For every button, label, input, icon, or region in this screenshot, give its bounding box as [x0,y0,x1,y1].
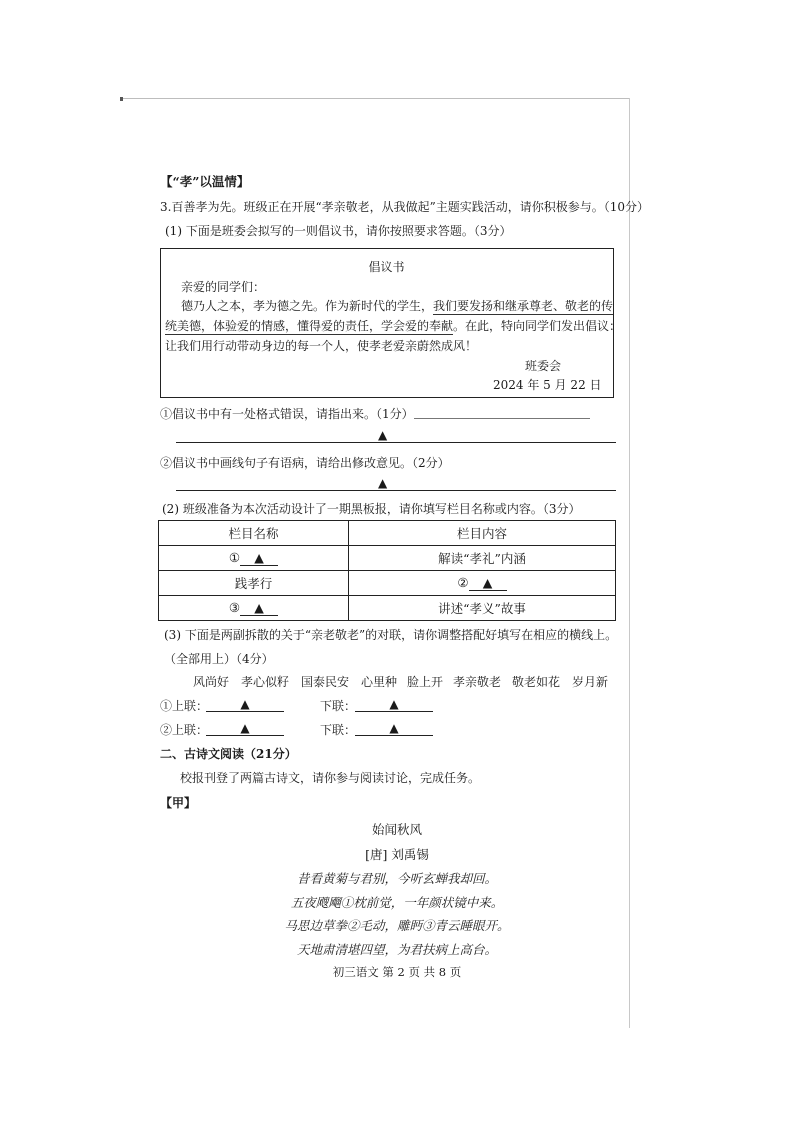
table-cell-content-2[interactable]: ② ▲ [349,571,616,596]
proposal-greeting: 亲爱的同学们： [181,280,266,294]
poem-line-4: 天地肃清堪四望，为君扶病上高台。 [296,942,497,957]
table-header-row [159,521,616,546]
table-cell-name-3[interactable]: ③ ▲ [159,596,349,621]
phrase: 岁月新 [572,675,609,689]
question-3-sub3: (3) 下面是两副拆散的关于“亲老敬老”的对联，请你调整搭配好填写在相应的横线上。 [164,628,618,642]
section-heading: 【“孝”以温情】 [160,174,250,189]
blackboard-table [158,520,616,621]
question-3-stem: 3.百善孝为先。班级正在开展“孝亲敬老，从我做起”主题实践活动，请你积极参与。（10分） [160,200,649,214]
couplet-1-upper-label: ①上联： [160,699,209,713]
proposal-date: 2024 年 5 月 22 日 [493,378,602,392]
table-cell-content-3: 讲述“孝义”故事 [349,596,616,621]
question-3-sub3-note: （全部用上）（4分） [164,652,274,666]
question-3-sub1: (1) 下面是班委会拟写的一则倡议书，请你按照要求答题。（3分） [165,224,512,238]
table-row [159,546,616,571]
poem-title: 始闻秋风 [371,822,422,837]
couplet-2-upper-blank[interactable]: ▲ [206,721,284,736]
couplet-1-lower-blank[interactable]: ▲ [355,697,433,712]
poem-line-1: 昔看黄菊与君别，今听玄蝉我却回。 [296,871,497,886]
table-row [159,596,616,621]
phrase: 风尚好 [193,675,230,689]
proposal-line-3: 让我们用行动带动身边的每一个人，使孝老爱亲蔚然成风！ [165,339,478,353]
proposal-signer: 班委会 [525,359,562,373]
proposal-line-1 [181,297,613,314]
table-header-name: 栏目名称 [159,521,349,546]
part-2-heading: 二、古诗文阅读（21分） [160,747,297,761]
proposal-line-2-plain: 。在此，特向同学们发出倡议： [453,319,622,333]
couplet-2-lower-blank[interactable]: ▲ [355,721,433,736]
proposal-line-1-plain: 德乃人之本，孝为德之先。作为新时代的学生， [181,299,434,313]
table-cell-name-1[interactable]: ① ▲ [159,546,349,571]
scan-edge-mark [120,97,123,101]
proposal-title: 倡议书 [368,260,405,274]
proposal-line-2 [165,317,621,334]
answer-line-2[interactable] [176,490,616,491]
scan-edge-right [629,98,630,1028]
couplet-2-upper-label: ②上联： [160,723,209,737]
fill-blank-1[interactable]: ▲ [240,550,278,566]
table-cell-name-2: 践孝行 [159,571,349,596]
text-a-label: 【甲】 [160,796,197,810]
phrase: 心里种 [361,675,398,689]
item-2-question: ②倡议书中画线句子有语病，请给出修改意见。（2分） [160,456,450,470]
phrase: 孝亲敬老 [453,675,502,689]
phrase: 敬老如花 [512,675,561,689]
couplet-2-lower-label: 下联： [320,723,357,737]
proposal-line-2-underlined: 统美德，体验爱的情感，懂得爱的责任，学会爱的奉献 [165,319,454,333]
proposal-box [160,248,622,398]
answer-line-1[interactable] [176,442,616,443]
phrase: 脸上开 [407,675,444,689]
table-header-content: 栏目内容 [349,521,616,546]
page-footer: 初三语文 第 2 页 共 8 页 [332,965,462,979]
poem-line-2: 五夜飕飗①枕前觉，一年颜状镜中来。 [290,895,504,910]
item-1-question: ①倡议书中有一处格式错误，请指出来。（1分） [160,407,414,421]
table-row [159,571,616,596]
answer-mark-2: ▲ [378,476,388,490]
poem-author: [唐] 刘禹锡 [365,847,429,862]
fill-blank-3[interactable]: ▲ [240,600,278,616]
item-1-answer-line-short [414,418,590,419]
table-cell-content-1: 解读“孝礼”内涵 [349,546,616,571]
scan-edge-top [122,98,630,99]
question-3-sub2: (2) 班级准备为本次活动设计了一期黑板报，请你填写栏目名称或内容。（3分） [162,502,581,516]
proposal-line-1-underlined: 我们要发扬和继承尊老、敬老的传 [433,299,614,313]
phrase: 孝心似籽 [241,675,290,689]
fill-blank-2[interactable]: ▲ [469,575,507,591]
phrase: 国泰民安 [301,675,350,689]
poem-line-3: 马思边草拳②毛动，雕眄③青云睡眼开。 [284,918,510,933]
answer-mark-1: ▲ [378,428,388,442]
couplet-1-lower-label: 下联： [320,699,357,713]
couplet-1-upper-blank[interactable]: ▲ [206,697,284,712]
part-2-intro: 校报刊登了两篇古诗文，请你参与阅读讨论，完成任务。 [180,771,481,785]
